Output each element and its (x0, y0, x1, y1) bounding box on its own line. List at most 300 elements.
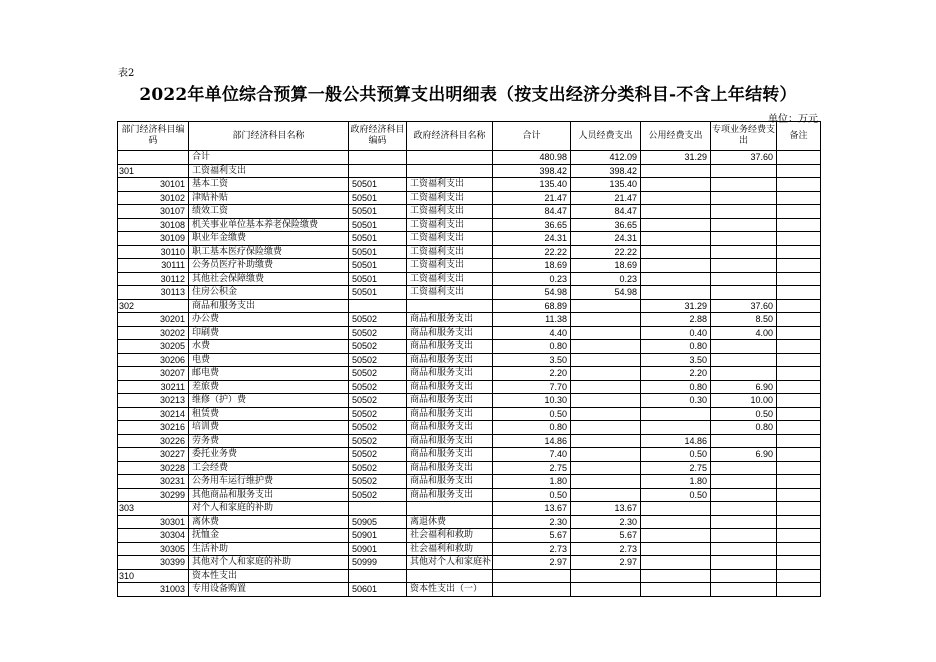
table-row (118, 151, 821, 165)
row-total-cell: 24.31 (493, 232, 571, 246)
row-special-cell (711, 218, 777, 232)
table-row (118, 380, 821, 394)
row-public-cell (641, 191, 711, 205)
row-total-cell: 11.38 (493, 313, 571, 327)
table-row (118, 218, 821, 232)
row-public-cell (641, 218, 711, 232)
row-code-cell: 30304 (118, 529, 189, 543)
row-gov-code-cell (349, 151, 407, 165)
row-special-cell (711, 569, 777, 583)
row-gov-code-cell: 50501 (349, 272, 407, 286)
row-note-cell (777, 286, 821, 300)
row-gov-code-cell: 50502 (349, 340, 407, 354)
table-row (118, 569, 821, 583)
row-gov-name-cell: 工资福利支出 (407, 191, 493, 205)
row-gov-name-cell: 社会福利和救助 (407, 529, 493, 543)
row-public-cell: 0.50 (641, 448, 711, 462)
row-public-cell: 1.80 (641, 475, 711, 489)
table-row (118, 529, 821, 543)
row-public-cell (641, 232, 711, 246)
table-row (118, 178, 821, 192)
row-name-cell: 基本工资 (189, 178, 349, 192)
row-name-cell: 水费 (189, 340, 349, 354)
row-gov-code-cell: 50501 (349, 259, 407, 273)
row-note-cell (777, 407, 821, 421)
row-name-cell: 合计 (189, 151, 349, 165)
row-special-cell (711, 205, 777, 219)
row-gov-code-cell: 50901 (349, 529, 407, 543)
row-note-cell (777, 434, 821, 448)
row-gov-name-cell: 商品和服务支出 (407, 353, 493, 367)
row-name-cell: 其他商品和服务支出 (189, 488, 349, 502)
table-row (118, 367, 821, 381)
row-total-cell: 36.65 (493, 218, 571, 232)
row-note-cell (777, 299, 821, 313)
row-name-cell: 工资福利支出 (189, 164, 349, 178)
row-personnel-cell: 2.30 (571, 515, 641, 529)
row-personnel-cell (571, 569, 641, 583)
row-name-cell: 职业年金缴费 (189, 232, 349, 246)
row-public-cell (641, 178, 711, 192)
row-code-cell: 30202 (118, 326, 189, 340)
row-note-cell (777, 461, 821, 475)
row-gov-name-cell: 工资福利支出 (407, 232, 493, 246)
row-special-cell (711, 461, 777, 475)
row-personnel-cell: 84.47 (571, 205, 641, 219)
row-note-cell (777, 502, 821, 516)
row-code-cell: 30201 (118, 313, 189, 327)
row-special-cell: 8.50 (711, 313, 777, 327)
row-gov-code-cell (349, 299, 407, 313)
row-special-cell (711, 178, 777, 192)
row-note-cell (777, 164, 821, 178)
row-code-cell: 30111 (118, 259, 189, 273)
row-note-cell (777, 488, 821, 502)
row-gov-code-cell (349, 569, 407, 583)
row-public-cell: 0.50 (641, 488, 711, 502)
row-code-cell: 30107 (118, 205, 189, 219)
row-gov-code-cell: 50502 (349, 394, 407, 408)
row-code-cell: 301 (118, 164, 189, 178)
row-public-cell: 2.20 (641, 367, 711, 381)
budget-table (117, 121, 821, 597)
row-gov-code-cell: 50901 (349, 542, 407, 556)
row-code-cell: 30299 (118, 488, 189, 502)
row-code-cell: 30206 (118, 353, 189, 367)
row-code-cell: 30110 (118, 245, 189, 259)
row-code-cell: 303 (118, 502, 189, 516)
header-dept-code: 部门经济科目编码 (118, 122, 189, 151)
row-name-cell: 培训费 (189, 421, 349, 435)
row-special-cell: 6.90 (711, 380, 777, 394)
row-public-cell: 0.80 (641, 340, 711, 354)
row-name-cell: 公务员医疗补助缴费 (189, 259, 349, 273)
row-public-cell (641, 542, 711, 556)
row-gov-code-cell: 50905 (349, 515, 407, 529)
row-special-cell: 4.00 (711, 326, 777, 340)
row-note-cell (777, 542, 821, 556)
row-total-cell: 0.50 (493, 407, 571, 421)
row-note-cell (777, 529, 821, 543)
row-note-cell (777, 218, 821, 232)
row-special-cell (711, 542, 777, 556)
row-name-cell: 机关事业单位基本养老保险缴费 (189, 218, 349, 232)
row-note-cell (777, 583, 821, 597)
row-gov-name-cell: 商品和服务支出 (407, 313, 493, 327)
row-personnel-cell: 21.47 (571, 191, 641, 205)
row-name-cell: 电费 (189, 353, 349, 367)
row-gov-code-cell: 50601 (349, 583, 407, 597)
row-gov-code-cell (349, 164, 407, 178)
row-public-cell (641, 205, 711, 219)
header-total: 合计 (493, 122, 571, 151)
row-name-cell: 专用设备购置 (189, 583, 349, 597)
row-special-cell (711, 340, 777, 354)
row-gov-code-cell: 50502 (349, 380, 407, 394)
row-name-cell: 差旅费 (189, 380, 349, 394)
row-gov-code-cell: 50501 (349, 286, 407, 300)
row-gov-code-cell: 50501 (349, 205, 407, 219)
row-special-cell (711, 164, 777, 178)
row-code-cell: 30211 (118, 380, 189, 394)
row-code-cell: 30231 (118, 475, 189, 489)
table-body (118, 151, 821, 597)
row-code-cell: 30216 (118, 421, 189, 435)
row-personnel-cell (571, 461, 641, 475)
row-total-cell: 18.69 (493, 259, 571, 273)
table-row (118, 286, 821, 300)
row-code-cell: 30101 (118, 178, 189, 192)
row-note-cell (777, 191, 821, 205)
row-note-cell (777, 367, 821, 381)
row-gov-name-cell (407, 151, 493, 165)
row-gov-code-cell: 50502 (349, 353, 407, 367)
row-gov-code-cell: 50502 (349, 461, 407, 475)
row-gov-name-cell: 工资福利支出 (407, 259, 493, 273)
table-row (118, 421, 821, 435)
row-total-cell: 4.40 (493, 326, 571, 340)
row-public-cell: 0.40 (641, 326, 711, 340)
row-personnel-cell (571, 299, 641, 313)
row-public-cell: 0.30 (641, 394, 711, 408)
row-gov-name-cell: 商品和服务支出 (407, 326, 493, 340)
table-row (118, 448, 821, 462)
row-code-cell: 310 (118, 569, 189, 583)
row-note-cell (777, 448, 821, 462)
row-name-cell: 对个人和家庭的补助 (189, 502, 349, 516)
table-row (118, 353, 821, 367)
row-special-cell (711, 259, 777, 273)
row-personnel-cell: 412.09 (571, 151, 641, 165)
row-gov-name-cell: 社会福利和救助 (407, 542, 493, 556)
row-note-cell (777, 313, 821, 327)
unit-label: 单位：万元 (768, 114, 818, 125)
row-total-cell: 21.47 (493, 191, 571, 205)
row-note-cell (777, 232, 821, 246)
row-special-cell (711, 245, 777, 259)
row-special-cell (711, 488, 777, 502)
row-public-cell (641, 529, 711, 543)
row-personnel-cell (571, 313, 641, 327)
row-code-cell: 30113 (118, 286, 189, 300)
row-public-cell (641, 421, 711, 435)
row-total-cell (493, 569, 571, 583)
row-code-cell: 30207 (118, 367, 189, 381)
row-note-cell (777, 353, 821, 367)
row-gov-name-cell: 工资福利支出 (407, 178, 493, 192)
table-row (118, 164, 821, 178)
row-total-cell: 480.98 (493, 151, 571, 165)
row-name-cell: 商品和服务支出 (189, 299, 349, 313)
row-special-cell (711, 583, 777, 597)
row-total-cell: 2.73 (493, 542, 571, 556)
row-public-cell: 2.75 (641, 461, 711, 475)
row-note-cell (777, 394, 821, 408)
row-public-cell: 14.86 (641, 434, 711, 448)
row-code-cell: 30226 (118, 434, 189, 448)
row-personnel-cell (571, 583, 641, 597)
header-gov-name: 政府经济科目名称 (407, 122, 493, 151)
row-personnel-cell: 54.98 (571, 286, 641, 300)
row-code-cell: 30227 (118, 448, 189, 462)
table-row (118, 205, 821, 219)
table-row (118, 542, 821, 556)
row-note-cell (777, 151, 821, 165)
row-gov-name-cell (407, 569, 493, 583)
table-tag: 表2 (118, 68, 135, 79)
row-note-cell (777, 556, 821, 570)
row-code-cell: 30305 (118, 542, 189, 556)
row-total-cell: 7.70 (493, 380, 571, 394)
row-public-cell: 0.80 (641, 380, 711, 394)
row-personnel-cell (571, 380, 641, 394)
row-gov-code-cell: 50502 (349, 421, 407, 435)
row-public-cell (641, 272, 711, 286)
row-gov-name-cell: 商品和服务支出 (407, 488, 493, 502)
row-public-cell (641, 286, 711, 300)
row-name-cell: 印刷费 (189, 326, 349, 340)
row-total-cell: 2.30 (493, 515, 571, 529)
row-personnel-cell: 398.42 (571, 164, 641, 178)
row-public-cell (641, 245, 711, 259)
row-public-cell (641, 164, 711, 178)
row-personnel-cell (571, 475, 641, 489)
row-code-cell (118, 151, 189, 165)
table-row (118, 299, 821, 313)
table-row (118, 191, 821, 205)
row-gov-name-cell: 工资福利支出 (407, 218, 493, 232)
row-public-cell (641, 259, 711, 273)
table-header-row (118, 122, 821, 151)
row-personnel-cell (571, 407, 641, 421)
row-gov-name-cell: 商品和服务支出 (407, 461, 493, 475)
row-public-cell (641, 515, 711, 529)
row-name-cell: 办公费 (189, 313, 349, 327)
row-public-cell: 31.29 (641, 299, 711, 313)
row-gov-name-cell: 商品和服务支出 (407, 434, 493, 448)
row-personnel-cell: 36.65 (571, 218, 641, 232)
row-personnel-cell: 13.67 (571, 502, 641, 516)
row-total-cell: 22.22 (493, 245, 571, 259)
row-total-cell: 135.40 (493, 178, 571, 192)
row-special-cell (711, 367, 777, 381)
row-total-cell: 5.67 (493, 529, 571, 543)
row-note-cell (777, 340, 821, 354)
row-special-cell (711, 475, 777, 489)
row-total-cell: 68.89 (493, 299, 571, 313)
row-gov-name-cell: 资本性支出（一） (407, 583, 493, 597)
row-special-cell: 0.50 (711, 407, 777, 421)
row-name-cell: 其他社会保障缴费 (189, 272, 349, 286)
table-row (118, 583, 821, 597)
row-gov-name-cell: 工资福利支出 (407, 286, 493, 300)
row-gov-code-cell: 50501 (349, 218, 407, 232)
row-gov-code-cell (349, 502, 407, 516)
row-gov-code-cell: 50502 (349, 434, 407, 448)
row-note-cell (777, 421, 821, 435)
row-note-cell (777, 259, 821, 273)
row-total-cell: 10.30 (493, 394, 571, 408)
row-code-cell: 30301 (118, 515, 189, 529)
row-gov-name-cell: 工资福利支出 (407, 272, 493, 286)
row-gov-name-cell: 商品和服务支出 (407, 475, 493, 489)
row-note-cell (777, 515, 821, 529)
row-public-cell (641, 556, 711, 570)
row-code-cell: 30205 (118, 340, 189, 354)
row-gov-name-cell (407, 502, 493, 516)
row-gov-name-cell: 商品和服务支出 (407, 367, 493, 381)
row-name-cell: 资本性支出 (189, 569, 349, 583)
row-name-cell: 租赁费 (189, 407, 349, 421)
row-note-cell (777, 569, 821, 583)
row-gov-name-cell: 商品和服务支出 (407, 407, 493, 421)
row-gov-name-cell: 商品和服务支出 (407, 448, 493, 462)
row-special-cell (711, 502, 777, 516)
row-personnel-cell (571, 367, 641, 381)
row-gov-name-cell: 离退休费 (407, 515, 493, 529)
row-gov-name-cell (407, 164, 493, 178)
row-special-cell (711, 232, 777, 246)
row-code-cell: 30214 (118, 407, 189, 421)
row-gov-code-cell: 50501 (349, 191, 407, 205)
row-code-cell: 302 (118, 299, 189, 313)
row-special-cell (711, 353, 777, 367)
row-code-cell: 30102 (118, 191, 189, 205)
row-gov-code-cell: 50502 (349, 367, 407, 381)
row-name-cell: 邮电费 (189, 367, 349, 381)
row-name-cell: 绩效工资 (189, 205, 349, 219)
row-name-cell: 离休费 (189, 515, 349, 529)
table-row (118, 232, 821, 246)
table-row (118, 259, 821, 273)
row-special-cell (711, 556, 777, 570)
header-dept-name: 部门经济科目名称 (189, 122, 349, 151)
row-personnel-cell: 135.40 (571, 178, 641, 192)
page-title: 2022年单位综合预算一般公共预算支出明细表（按支出经济分类科目-不含上年结转） (139, 85, 797, 105)
table-row (118, 434, 821, 448)
table-row (118, 394, 821, 408)
row-total-cell: 7.40 (493, 448, 571, 462)
table-row (118, 488, 821, 502)
row-total-cell: 0.80 (493, 340, 571, 354)
row-code-cell: 30399 (118, 556, 189, 570)
row-gov-code-cell: 50999 (349, 556, 407, 570)
row-code-cell: 30109 (118, 232, 189, 246)
row-gov-code-cell: 50502 (349, 313, 407, 327)
row-gov-name-cell: 工资福利支出 (407, 245, 493, 259)
row-gov-code-cell: 50501 (349, 245, 407, 259)
row-note-cell (777, 326, 821, 340)
table-row (118, 515, 821, 529)
row-name-cell: 工会经费 (189, 461, 349, 475)
table-row (118, 407, 821, 421)
row-special-cell (711, 191, 777, 205)
row-name-cell: 抚恤金 (189, 529, 349, 543)
row-personnel-cell: 5.67 (571, 529, 641, 543)
row-name-cell: 劳务费 (189, 434, 349, 448)
row-gov-code-cell: 50502 (349, 326, 407, 340)
row-total-cell (493, 583, 571, 597)
row-name-cell: 生活补助 (189, 542, 349, 556)
row-public-cell (641, 407, 711, 421)
row-personnel-cell (571, 421, 641, 435)
row-special-cell: 37.60 (711, 151, 777, 165)
row-gov-name-cell: 工资福利支出 (407, 205, 493, 219)
table-row (118, 340, 821, 354)
row-total-cell: 2.97 (493, 556, 571, 570)
row-name-cell: 职工基本医疗保险缴费 (189, 245, 349, 259)
row-note-cell (777, 272, 821, 286)
row-personnel-cell: 24.31 (571, 232, 641, 246)
row-code-cell: 30213 (118, 394, 189, 408)
header-special: 专项业务经费支出 (711, 122, 777, 151)
header-public: 公用经费支出 (641, 122, 711, 151)
row-note-cell (777, 205, 821, 219)
row-public-cell: 31.29 (641, 151, 711, 165)
row-gov-code-cell: 50501 (349, 178, 407, 192)
row-gov-name-cell: 商品和服务支出 (407, 394, 493, 408)
header-personnel: 人员经费支出 (571, 122, 641, 151)
row-code-cell: 31003 (118, 583, 189, 597)
row-gov-code-cell: 50502 (349, 488, 407, 502)
row-public-cell (641, 569, 711, 583)
row-name-cell: 住房公积金 (189, 286, 349, 300)
table-row (118, 313, 821, 327)
row-note-cell (777, 380, 821, 394)
header-gov-code: 政府经济科目编码 (349, 122, 407, 151)
row-personnel-cell: 22.22 (571, 245, 641, 259)
row-name-cell: 委托业务费 (189, 448, 349, 462)
table-row (118, 475, 821, 489)
table-row (118, 272, 821, 286)
row-gov-code-cell: 50502 (349, 475, 407, 489)
row-name-cell: 津贴补贴 (189, 191, 349, 205)
row-total-cell: 13.67 (493, 502, 571, 516)
row-total-cell: 0.50 (493, 488, 571, 502)
row-public-cell: 2.88 (641, 313, 711, 327)
row-total-cell: 398.42 (493, 164, 571, 178)
row-special-cell: 10.00 (711, 394, 777, 408)
row-personnel-cell (571, 326, 641, 340)
row-total-cell: 84.47 (493, 205, 571, 219)
row-special-cell: 37.60 (711, 299, 777, 313)
row-personnel-cell (571, 353, 641, 367)
header-note: 备注 (777, 122, 821, 151)
row-note-cell (777, 245, 821, 259)
row-total-cell: 14.86 (493, 434, 571, 448)
row-total-cell: 54.98 (493, 286, 571, 300)
row-gov-code-cell: 50502 (349, 407, 407, 421)
